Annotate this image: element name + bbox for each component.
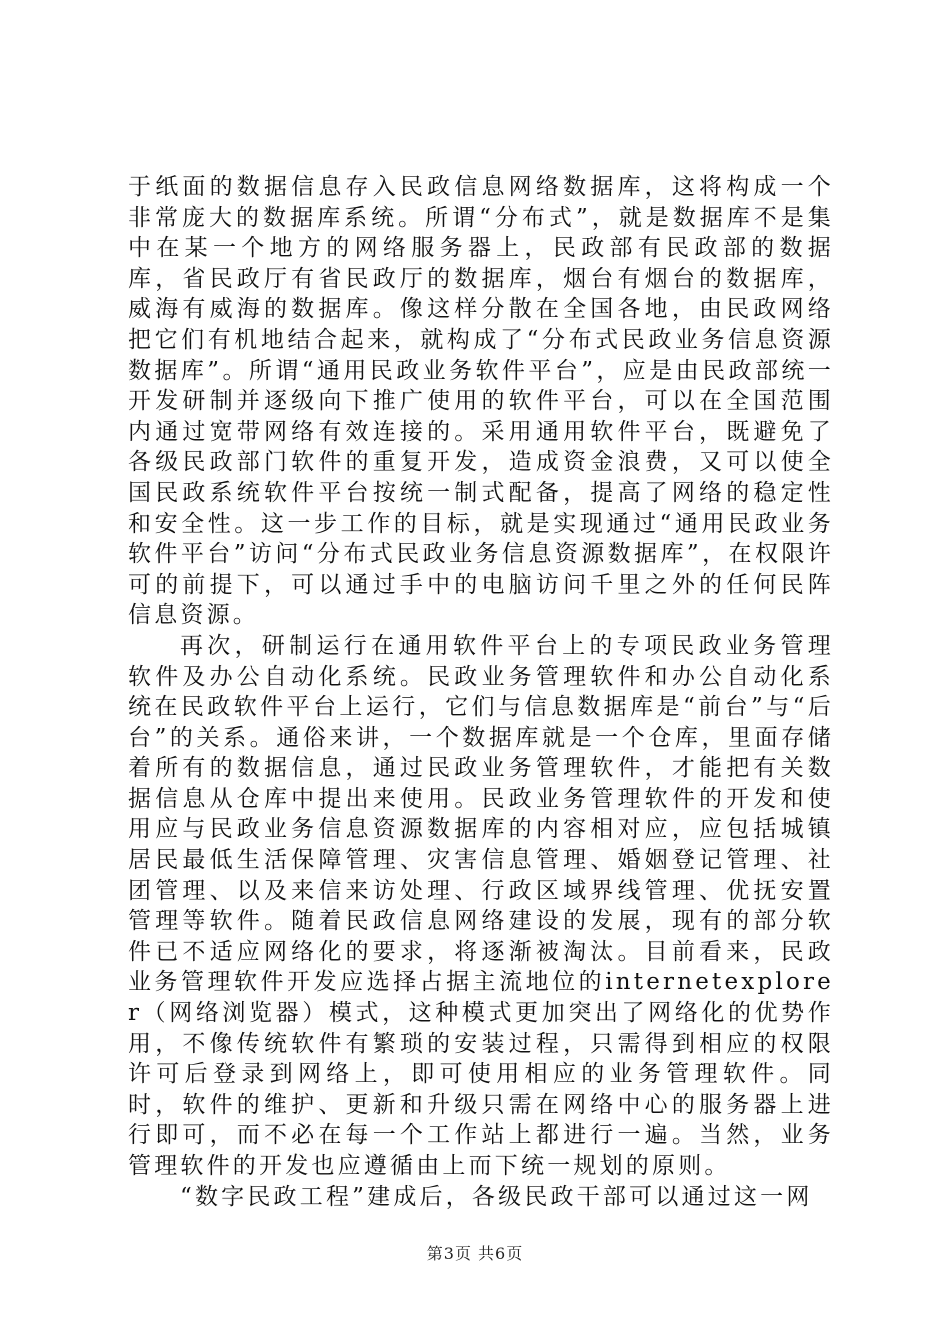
paragraph-2: 再次，研制运行在通用软件平台上的专项民政业务管理软件及办公自动化系统。民政业务管理软件和办公自动化系统在民政软件平台上运行，它们与信息数据库是“前台”与“后台”的关系。通俗来讲，一个数据库就是一个仓库，里面存储着所有的数据信息，通过民政业务管理软件，才能把有关数据信息从仓库中提出来使用。民政业务管理软件的开发和使用应与民政业务信息资源数据库的内容相对应，应包括城镇居民最低生活保障管理、灾害信息管理、婚姻登记管理、社团管理、以及来信来访处理、行政区域界线管理、优抚安置管理等软件。随着民政信息网络建设的发展，现有的部分软件已不适应网络化的要求，将逐渐被淘汰。目前看来，民政业务管理软件开发应选择占据主流地位的internetexplorer（网络浏览器）模式，这种模式更加突出了网络化的优势作用，不像传统软件有繁琐的安装过程，只需得到相应的权限许可后登录到网络上，即可使用相应的业务管理软件。同时，软件的维护、更新和升级只需在网络中心的服务器上进行即可，而不必在每一个工作站上都进行一遍。当然，业务管理软件的开发也应遵循由上而下统一规划的原则。 — [128, 632, 834, 1179]
document-body — [128, 172, 834, 1212]
paragraph-3: “数字民政工程”建成后，各级民政干部可以通过这一网 — [180, 1183, 813, 1210]
page-number-footer: 第3页 共6页 — [426, 1244, 524, 1263]
paragraph-1: 于纸面的数据信息存入民政信息网络数据库，这将构成一个非常庞大的数据库系统。所谓“分布式”，就是数据库不是集中在某一个地方的网络服务器上，民政部有民政部的数据库，省民政厅有省民政厅的数据库，烟台有烟台的数据库，威海有威海的数据库。像这样分散在全国各地，由民政网络把它们有机地结合起来，就构成了“分布式民政业务信息资源数据库”。所谓“通用民政业务软件平台”，应是由民政部统一开发研制并逐级向下推广使用的软件平台，可以在全国范围内通过宽带网络有效连接的。采用通用软件平台，既避免了各级民政部门软件的重复开发，造成资金浪费，又可以使全国民政系统软件平台按统一制式配备，提高了网络的稳定性和安全性。这一步工作的目标，就是实现通过“通用民政业务软件平台”访问“分布式民政业务信息资源数据库”，在权限许可的前提下，可以通过手中的电脑访问千里之外的任何民阵信息资源。 — [128, 174, 834, 629]
